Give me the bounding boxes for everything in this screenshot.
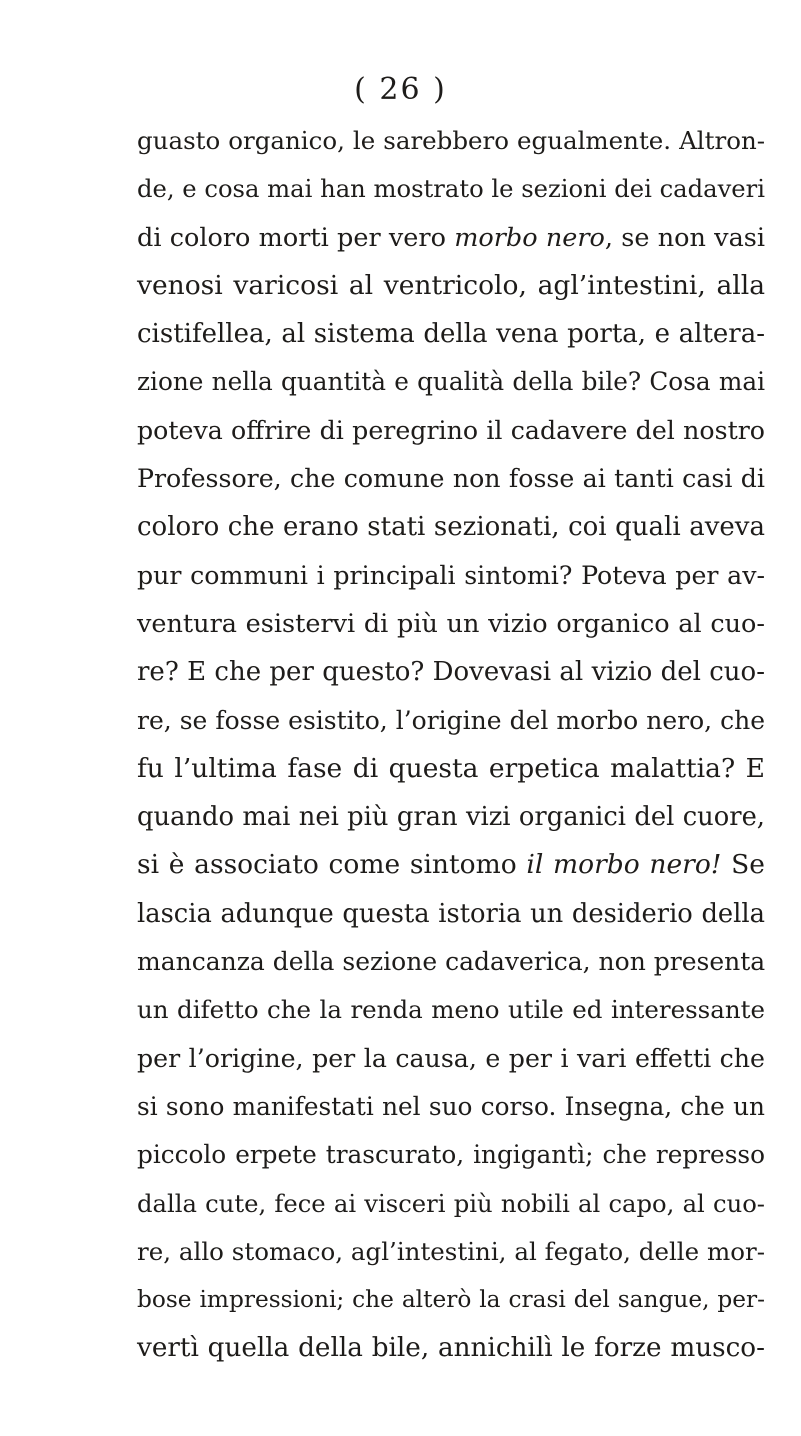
italic-segment: morbo nero [454, 222, 605, 253]
text-line [137, 600, 765, 648]
text-segment: lascia adunque questa istoria un desiderio della [137, 898, 765, 929]
text-segment: si sono manifestati nel suo corso. Insegna, che un [137, 1091, 765, 1121]
text-segment: pur communi i principali sintomi? Poteva per av- [137, 560, 765, 590]
text-line [137, 407, 765, 455]
text-segment: guasto organico, le sarebbero egualmente. Altron- [137, 126, 765, 155]
text-line [137, 1276, 765, 1324]
text-line [137, 938, 765, 986]
text-line [137, 1083, 765, 1131]
text-segment: dalla cute, fece ai visceri più nobili al capo, al cuo- [137, 1188, 765, 1218]
text-segment: ventura esistervi di più un vizio organico al cuo- [137, 608, 765, 639]
text-segment: zione nella quantità e qualità della bile? Cosa mai [137, 367, 765, 397]
text-segment: quando mai nei più gran vizi organici del cuore, [137, 802, 765, 833]
text-segment: vertì quella della bile, annichilì le forze musco- [137, 1333, 765, 1364]
text-line [137, 890, 765, 938]
text-segment: , se non vasi [604, 222, 766, 253]
text-segment: di coloro morti per vero [137, 222, 455, 253]
text-line [137, 1035, 765, 1083]
text-line [137, 455, 765, 503]
page-number: ( 26 ) [354, 72, 447, 107]
text-line [137, 310, 765, 358]
text-segment: re? E che per questo? Dovevasi al vizio del cuo- [137, 657, 765, 688]
text-line [137, 986, 765, 1034]
text-segment: re, allo stomaco, agl’intestini, al fegato, delle mor- [137, 1236, 765, 1266]
text-segment: fu l’ultima fase di questa erpetica malattia? E [137, 752, 765, 784]
body-text [137, 117, 765, 1373]
text-segment: coloro che erano stati sezionati, coi quali aveva [137, 512, 765, 543]
text-line [137, 1324, 765, 1372]
text-segment: un difetto che la renda meno utile ed interessante [137, 995, 765, 1025]
text-segment: mancanza della sezione cadaverica, non presenta [137, 947, 766, 977]
text-segment: re, se fosse esistito, l’origine del morbo nero, che [137, 705, 765, 735]
text-line [137, 358, 765, 406]
text-segment: Professore, che comune non fosse ai tanti casi di [137, 464, 765, 494]
text-segment: cistifellea, al sistema della vena porta, e altera- [137, 319, 765, 350]
text-line [137, 648, 765, 696]
text-line [137, 165, 765, 213]
text-line [137, 117, 765, 165]
text-line [137, 793, 765, 841]
text-line [137, 214, 765, 262]
text-segment: per l’origine, per la causa, e per i vari effetti che [137, 1043, 765, 1073]
italic-segment: il morbo nero! [526, 849, 722, 881]
text-line [137, 1131, 765, 1179]
text-segment: Se [721, 849, 765, 881]
text-line [137, 1180, 765, 1228]
text-line [137, 697, 765, 745]
text-line [137, 1228, 765, 1276]
text-line [137, 552, 765, 600]
text-segment: venosi varicosi al ventricolo, agl’intestini, alla [137, 269, 765, 301]
text-segment: bose impressioni; che alterò la crasi del sangue, per- [137, 1286, 765, 1314]
text-segment: poteva offrire di peregrino il cadavere del nostro [137, 415, 765, 445]
text-line [137, 745, 765, 793]
text-line [137, 503, 765, 551]
text-line [137, 262, 765, 310]
text-line [137, 841, 765, 889]
text-segment: si è associato come sintomo [137, 849, 527, 881]
text-segment: piccolo erpete trascurato, ingigantì; che represso [137, 1140, 765, 1170]
text-segment: de, e cosa mai han mostrato le sezioni dei cadaveri [137, 174, 765, 204]
